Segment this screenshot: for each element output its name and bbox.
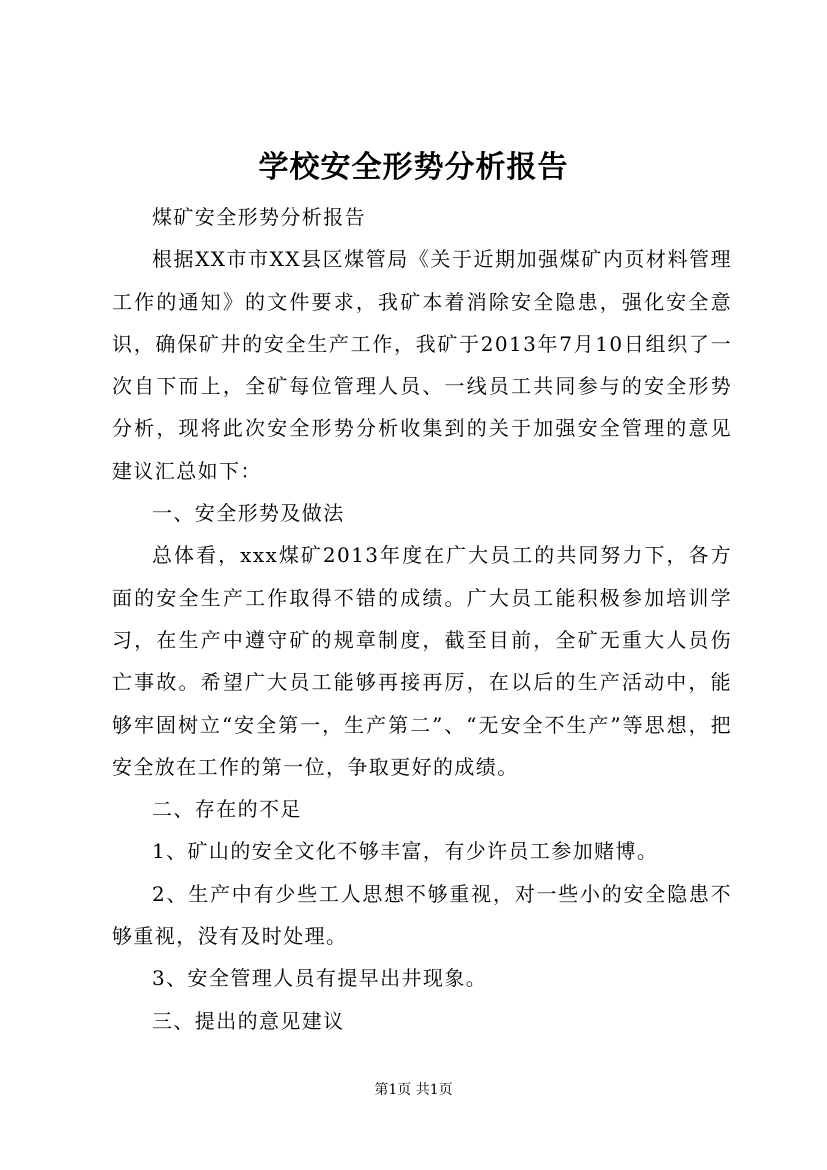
document-title: 学校安全形势分析报告 [258, 150, 569, 185]
intro-paragraph: 根据XX市市XX县区煤管局《关于近期加强煤矿内页材料管理工作的通知》的文件要求，我矿本着消除安全隐患，强化安全意识，确保矿井的安全生产工作，我矿于2013年7月10日组织了一次自下而上，全矿每位管理人员、一线员工共同参与的安全形势分析，现将此次安全形势分析收集到的关于加强安全管理的意见建议汇总如下： [112, 247, 732, 483]
document-body [112, 196, 732, 1042]
shortcoming-item-2: 2、生产中有少些工人思想不够重视，对一些小的安全隐患不够重视，没有及时处理。 [112, 881, 732, 949]
situation-paragraph: 总体看，xxx煤矿2013年度在广大员工的共同努力下，各方面的安全生产工作取得不错的成绩。广大员工能积极参加培训学习，在生产中遵守矿的规章制度，截至目前，全矿无重大人员伤亡事故。希望广大员工能够再接再厉，在以后的生产活动中，能够牢固树立“安全第一，生产第二”、“无安全不生产”等思想，把安全放在工作的第一位，争取更好的成绩。 [112, 543, 732, 779]
subtitle-paragraph: 煤矿安全形势分析报告 [152, 205, 366, 229]
shortcoming-item-3: 3、安全管理人员有提早出井现象。 [152, 966, 488, 991]
shortcoming-item-1: 1、矿山的安全文化不够丰富，有少许员工参加赌博。 [152, 839, 659, 864]
page-footer: 第1页 共1页 [374, 1082, 453, 1098]
section-heading-1: 一、安全形势及做法 [152, 501, 345, 526]
section-heading-3: 三、提出的意见建议 [152, 1008, 345, 1033]
section-heading-2: 二、存在的不足 [152, 797, 302, 822]
